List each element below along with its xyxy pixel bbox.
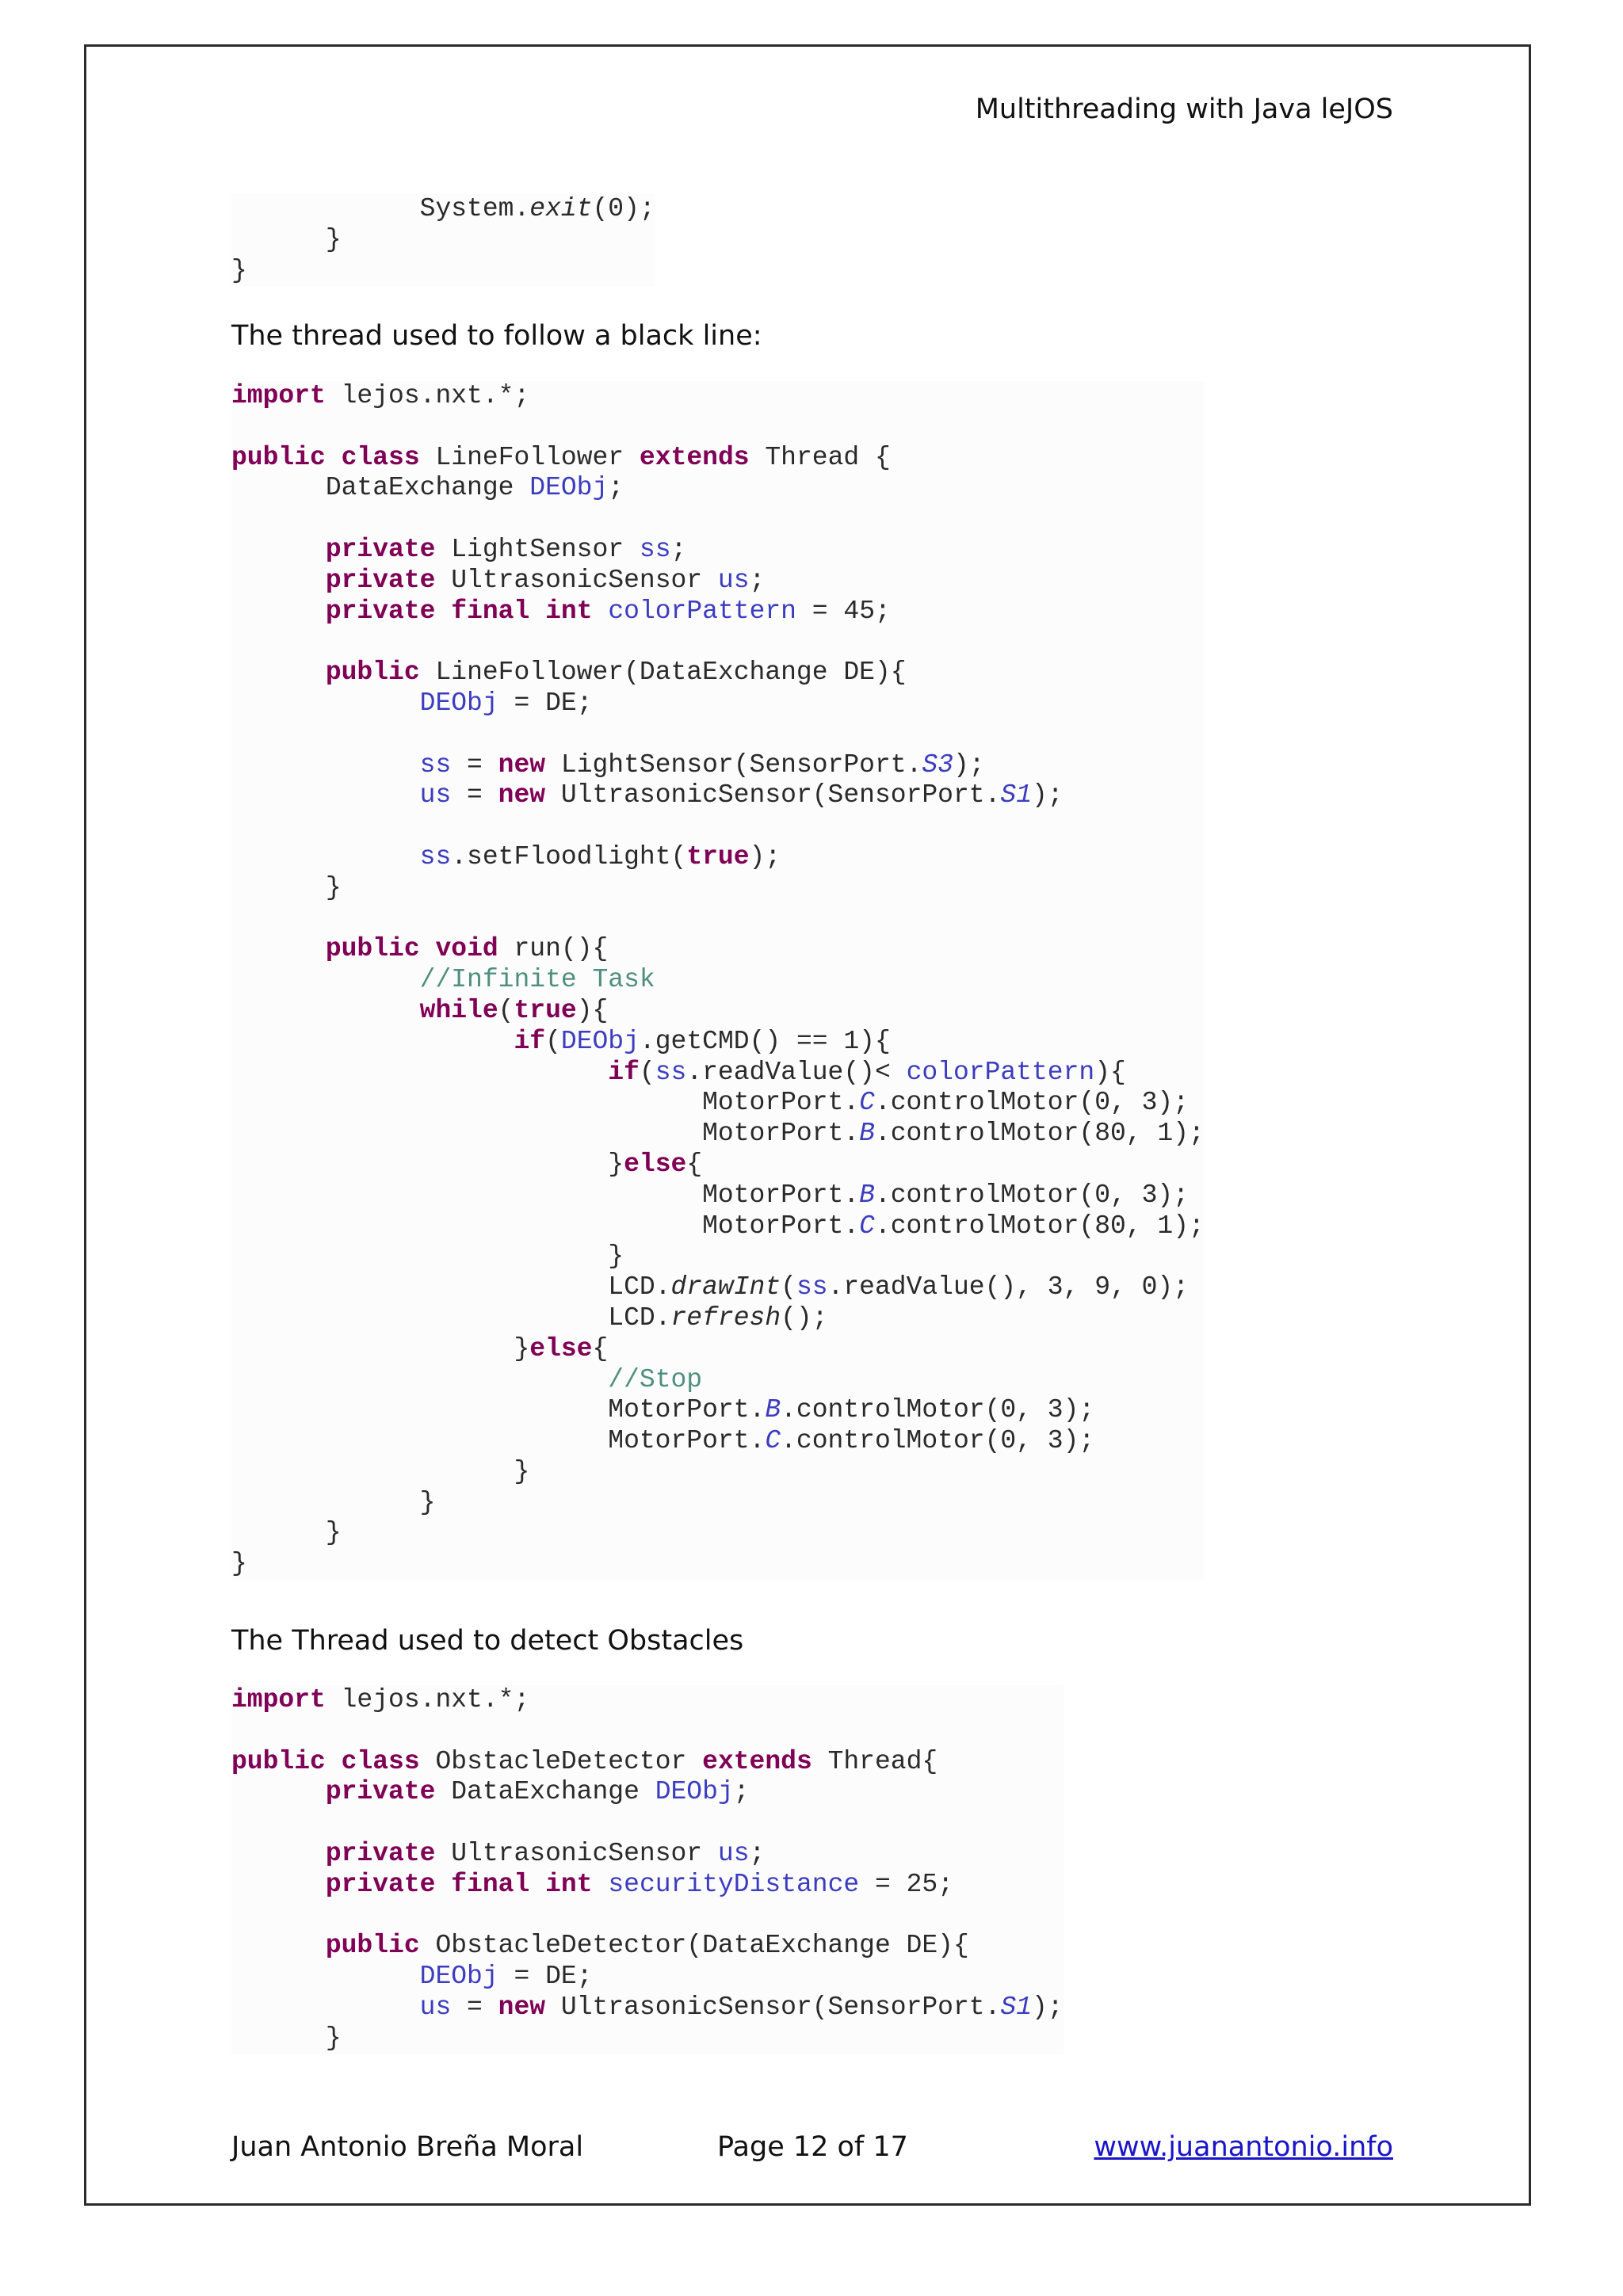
field-token: DEObj <box>560 1026 640 1056</box>
code-token: UltrasonicSensor(SensorPort. <box>545 1992 1001 2022</box>
code-token: } <box>231 1518 342 1548</box>
code-token: .getCMD() == 1){ <box>639 1026 891 1056</box>
code-token: = <box>451 780 498 810</box>
field-token: DEObj <box>529 473 609 503</box>
code-line <box>231 1931 1064 1962</box>
code-token: = <box>451 1992 498 2022</box>
code-token <box>231 934 326 963</box>
code-token: .controlMotor(0, 3); <box>781 1426 1095 1456</box>
static-method-token: drawInt <box>670 1272 781 1302</box>
code-line <box>231 1365 1205 1396</box>
code-token <box>326 443 342 472</box>
keyword-token: if <box>514 1026 546 1056</box>
code-line <box>231 1180 1205 1211</box>
code-line <box>231 225 655 256</box>
code-token: } <box>231 1241 624 1272</box>
code-token: LineFollower <box>419 442 640 472</box>
keyword-token: else <box>624 1149 687 1179</box>
comment-token: //Infinite Task <box>419 965 655 995</box>
code-line <box>231 1241 1205 1272</box>
static-field-token: B <box>859 1180 875 1210</box>
static-field-token: C <box>859 1088 875 1118</box>
code-token: .controlMotor(80, 1); <box>874 1211 1205 1241</box>
code-token: .controlMotor(80, 1); <box>874 1119 1205 1149</box>
code-token <box>420 934 436 963</box>
code-line <box>231 688 1205 719</box>
code-token: MotorPort. <box>231 1426 766 1456</box>
code-token: } <box>231 1549 247 1579</box>
code-line <box>231 1426 1205 1457</box>
code-token <box>435 1870 451 1899</box>
code-token: ); <box>749 841 781 871</box>
code-token <box>231 780 420 810</box>
code-token: .readValue(), 3, 9, 0); <box>827 1272 1190 1302</box>
code-token <box>593 597 609 626</box>
code-line <box>231 904 1205 935</box>
code-token <box>231 688 420 718</box>
static-field-token: B <box>859 1119 875 1149</box>
field-token: colorPattern <box>906 1057 1095 1087</box>
code-token <box>231 535 326 564</box>
field-token: us <box>419 1992 452 2022</box>
keyword-token: private <box>325 596 436 626</box>
code-token: } <box>231 1333 530 1363</box>
keyword-token: private <box>325 1838 436 1868</box>
code-line <box>231 1549 1205 1580</box>
keyword-token: public <box>231 1746 326 1776</box>
code-line <box>231 1395 1205 1426</box>
code-token <box>231 1993 420 2022</box>
static-method-token: refresh <box>670 1302 781 1333</box>
code-token: ( <box>639 1057 655 1087</box>
code-line <box>231 658 1205 688</box>
code-token: lejos.nxt.*; <box>325 381 530 410</box>
code-token: MotorPort. <box>231 1088 860 1118</box>
code-token: Thread{ <box>812 1746 938 1776</box>
code-token: } <box>231 872 342 902</box>
code-line <box>231 1488 1205 1519</box>
keyword-token: true <box>514 995 577 1025</box>
code-token: LightSensor(SensorPort. <box>545 749 922 780</box>
code-line <box>231 412 1205 443</box>
code-token: ( <box>498 995 514 1025</box>
code-token: ( <box>545 1026 561 1056</box>
code-line <box>231 811 1205 842</box>
code-line <box>231 1058 1205 1089</box>
code-token: ObstacleDetector(DataExchange DE){ <box>419 1931 969 1961</box>
code-token: = DE; <box>498 688 593 718</box>
code-token <box>593 1870 609 1899</box>
static-field-token: S1 <box>1000 780 1032 810</box>
code-token: LCD. <box>231 1272 671 1302</box>
code-token: } <box>231 1487 436 1517</box>
code-token: ; <box>670 534 687 564</box>
code-line <box>231 873 1205 904</box>
field-token: ss <box>419 841 452 871</box>
field-token: us <box>717 565 750 595</box>
code-token <box>231 658 326 687</box>
code-line <box>231 1518 1205 1549</box>
field-token: DEObj <box>419 1962 498 1992</box>
code-token: = 45; <box>796 596 891 626</box>
code-token: MotorPort. <box>231 1119 860 1149</box>
static-field-token: S1 <box>1000 1992 1032 2022</box>
code-token: .controlMotor(0, 3); <box>874 1088 1190 1118</box>
code-line <box>231 996 1205 1027</box>
code-line <box>231 1150 1205 1180</box>
field-token: ss <box>655 1057 687 1087</box>
code-line <box>231 627 1205 658</box>
code-token: UltrasonicSensor <box>435 565 718 595</box>
keyword-token: new <box>498 1992 546 2022</box>
code-token <box>231 1365 608 1394</box>
code-token: MotorPort. <box>231 1180 860 1210</box>
code-token: ; <box>749 565 766 595</box>
code-token: } <box>231 224 342 254</box>
keyword-token: true <box>686 841 750 871</box>
static-field-token: S3 <box>922 749 953 780</box>
code-line <box>231 473 1205 504</box>
code-token: UltrasonicSensor(SensorPort. <box>545 780 1001 810</box>
field-token: securityDistance <box>608 1869 860 1899</box>
code-token <box>231 1839 326 1868</box>
code-token: = DE; <box>498 1962 593 1992</box>
code-line <box>231 1839 1064 1870</box>
static-field-token: C <box>765 1426 781 1456</box>
code-token: ); <box>1032 1992 1064 2022</box>
code-line <box>231 1747 1064 1778</box>
code-token: LCD. <box>231 1302 671 1333</box>
code-line <box>231 381 1205 412</box>
field-token: DEObj <box>655 1777 734 1807</box>
keyword-token: public <box>325 934 420 964</box>
keyword-token: private <box>325 1869 436 1899</box>
code-token: ){ <box>576 995 609 1025</box>
code-token <box>231 750 420 780</box>
field-token: us <box>717 1838 750 1868</box>
field-token: colorPattern <box>608 596 796 626</box>
code-token: LineFollower(DataExchange DE){ <box>419 658 907 688</box>
keyword-token: import <box>231 1685 326 1714</box>
code-token: (0); <box>592 194 655 223</box>
code-line <box>231 1777 1064 1808</box>
code-token: } <box>231 255 247 285</box>
code-token: = 25; <box>859 1869 954 1899</box>
keyword-token: private <box>325 534 436 564</box>
keyword-token: else <box>529 1333 593 1363</box>
static-field-token: B <box>765 1395 781 1425</box>
keyword-token: public <box>231 442 326 472</box>
code-token: UltrasonicSensor <box>435 1838 718 1868</box>
static-field-token: C <box>859 1211 875 1241</box>
code-token: ){ <box>1094 1057 1126 1087</box>
keyword-token: final <box>451 596 530 626</box>
footer-website-link[interactable]: www.juanantonio.info <box>1094 2131 1393 2163</box>
field-token: DEObj <box>419 688 498 718</box>
code-token: DataExchange <box>231 473 530 503</box>
code-line <box>231 597 1205 627</box>
field-token: ss <box>419 749 452 780</box>
obstacles-intro: The Thread used to detect Obstacles <box>231 1625 744 1657</box>
code-token <box>231 1931 326 1960</box>
running-header: Multithreading with Java leJOS <box>975 93 1393 125</box>
code-line <box>231 194 655 225</box>
code-token: lejos.nxt.*; <box>325 1685 530 1714</box>
keyword-token: extends <box>639 442 750 472</box>
field-token: us <box>419 780 452 810</box>
code-token: { <box>686 1149 703 1179</box>
code-token: .controlMotor(0, 3); <box>874 1180 1190 1210</box>
code-token: MotorPort. <box>231 1211 860 1241</box>
code-token: ( <box>781 1272 796 1302</box>
code-line <box>231 965 1205 996</box>
field-token: ss <box>796 1272 828 1302</box>
keyword-token: public <box>325 658 420 688</box>
code-line <box>231 934 1205 965</box>
keyword-token: void <box>435 934 498 964</box>
code-token: run(){ <box>498 934 609 964</box>
code-token: } <box>231 2023 342 2053</box>
code-token: .readValue()< <box>686 1057 907 1087</box>
code-token <box>231 1058 608 1087</box>
code-line <box>231 566 1205 597</box>
keyword-token: new <box>498 780 546 810</box>
code-line <box>231 1993 1064 2023</box>
keyword-token: class <box>341 1746 420 1776</box>
code-token: { <box>592 1333 609 1363</box>
keyword-token: if <box>608 1057 640 1087</box>
code-token: ; <box>749 1838 766 1868</box>
code-line <box>231 750 1205 781</box>
code-token <box>435 597 451 626</box>
code-token: DataExchange <box>435 1777 655 1807</box>
code-line <box>231 1457 1205 1488</box>
code-token <box>231 842 420 871</box>
code-token: ); <box>1032 780 1064 810</box>
keyword-token: while <box>419 995 498 1025</box>
code-block-exit <box>231 194 655 286</box>
comment-token: //Stop <box>608 1364 703 1394</box>
keyword-token: import <box>231 381 326 410</box>
footer-page-number: Page 12 of 17 <box>717 2131 908 2163</box>
keyword-token: final <box>451 1869 530 1899</box>
keyword-token: int <box>545 596 593 626</box>
code-token: } <box>231 1149 624 1179</box>
code-token: (); <box>781 1302 828 1333</box>
code-line <box>231 1211 1205 1242</box>
code-token: LightSensor <box>435 534 640 564</box>
code-line <box>231 1027 1205 1058</box>
keyword-token: int <box>545 1869 593 1899</box>
static-method-token: exit <box>529 194 593 223</box>
code-line <box>231 780 1205 811</box>
code-line <box>231 1685 1064 1716</box>
keyword-token: extends <box>702 1746 812 1776</box>
keyword-token: class <box>341 442 420 472</box>
code-token: ); <box>953 749 985 780</box>
code-line <box>231 1962 1064 1993</box>
code-block-line-follower <box>231 381 1205 1580</box>
code-line <box>231 1272 1205 1303</box>
code-token <box>231 1962 420 1991</box>
code-token <box>231 965 420 994</box>
code-line <box>231 1870 1064 1901</box>
code-token <box>529 1870 545 1899</box>
code-token <box>231 996 420 1025</box>
code-token <box>231 1777 326 1806</box>
code-token <box>326 1747 342 1776</box>
code-token: .controlMotor(0, 3); <box>781 1395 1095 1425</box>
code-line <box>231 256 655 287</box>
code-line <box>231 842 1205 873</box>
code-token: System. <box>231 194 530 223</box>
code-token: .setFloodlight( <box>451 841 687 871</box>
code-line <box>231 1716 1064 1747</box>
keyword-token: public <box>325 1931 420 1961</box>
code-line <box>231 1808 1064 1839</box>
code-line <box>231 2023 1064 2054</box>
line-follower-intro: The thread used to follow a black line: <box>231 320 762 352</box>
keyword-token: private <box>325 565 436 595</box>
code-token: = <box>451 749 498 780</box>
code-token: MotorPort. <box>231 1395 766 1425</box>
footer-author: Juan Antonio Breña Moral <box>231 2131 584 2163</box>
code-line <box>231 504 1205 535</box>
code-token <box>231 1027 514 1056</box>
code-line <box>231 1901 1064 1932</box>
code-line <box>231 1334 1205 1365</box>
code-token <box>529 597 545 626</box>
code-token: ; <box>733 1777 750 1807</box>
code-line <box>231 535 1205 566</box>
code-token: Thread { <box>749 442 891 472</box>
code-token: } <box>231 1456 530 1486</box>
keyword-token: new <box>498 749 546 780</box>
code-token <box>231 1870 326 1899</box>
code-line <box>231 1303 1205 1334</box>
code-token: ; <box>608 473 624 503</box>
code-line <box>231 443 1205 474</box>
code-token <box>231 597 326 626</box>
code-token <box>231 566 326 595</box>
code-block-obstacle-detector <box>231 1685 1064 2054</box>
code-line <box>231 1119 1205 1150</box>
keyword-token: private <box>325 1777 436 1807</box>
code-token: ObstacleDetector <box>419 1746 703 1776</box>
code-line <box>231 719 1205 750</box>
field-token: ss <box>639 534 671 564</box>
code-line <box>231 1088 1205 1119</box>
